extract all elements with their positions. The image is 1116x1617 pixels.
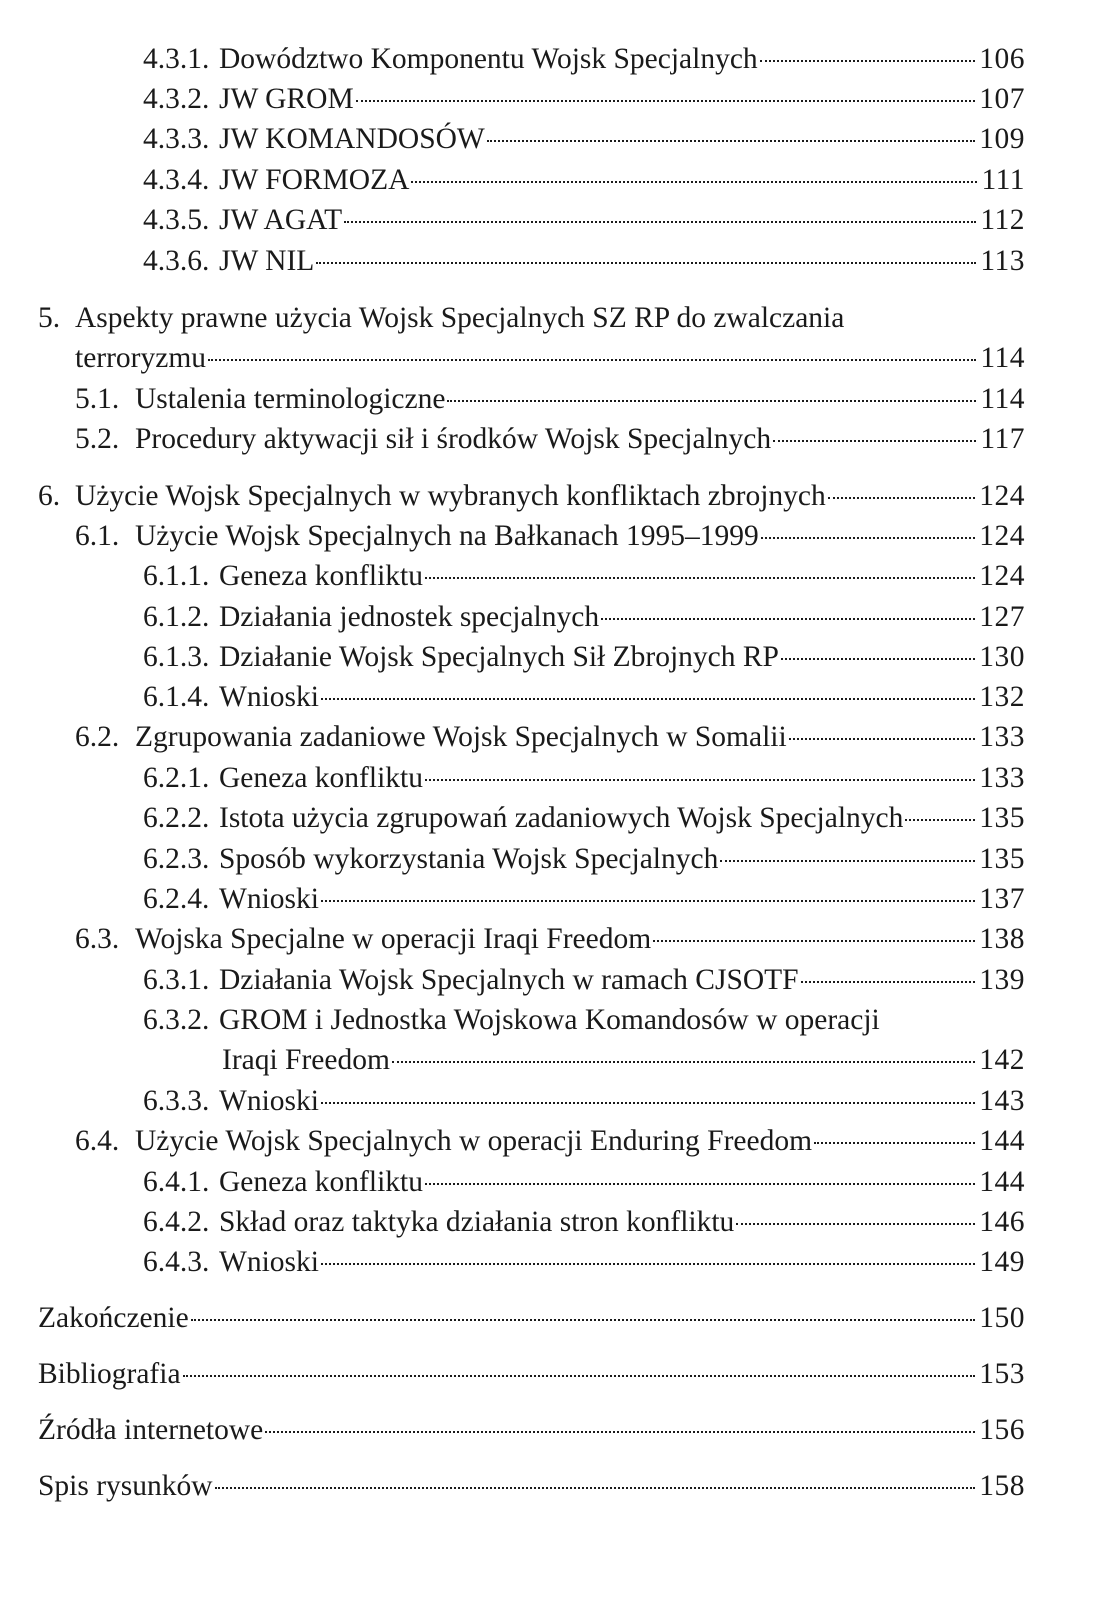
- toc-entry-page: 156: [979, 1414, 1025, 1446]
- toc-entry: [38, 1353, 1025, 1395]
- toc-entry: [143, 757, 1025, 799]
- toc-entry: [75, 515, 1025, 557]
- dot-leader: [814, 1142, 975, 1144]
- toc-entry-title: Aspekty prawne użycia Wojsk Specjalnych SZ RP do zwalczania: [75, 302, 845, 334]
- toc-entry-page: 139: [979, 964, 1025, 996]
- dot-leader: [773, 440, 976, 442]
- toc-entry-number: 6.2.: [75, 721, 120, 753]
- dot-leader: [411, 181, 977, 183]
- toc-entry: [143, 959, 1025, 1001]
- toc-entry-page: 114: [980, 342, 1025, 374]
- toc-entry: [75, 418, 1025, 460]
- toc-entry-title: JW KOMANDOSÓW: [219, 123, 485, 155]
- toc-entry: [143, 1241, 1025, 1283]
- toc-entry-page: 106: [979, 43, 1025, 75]
- toc-entry-title: Zakończenie: [38, 1302, 189, 1334]
- toc-entry-number: 5.2.: [75, 423, 120, 455]
- toc-entry-page: 135: [979, 802, 1025, 834]
- dot-leader: [425, 577, 975, 579]
- toc-entry-page: 107: [979, 83, 1025, 115]
- dot-leader: [265, 1431, 975, 1433]
- dot-leader: [344, 221, 976, 223]
- toc-entry: [143, 596, 1025, 638]
- toc-entry: [143, 159, 1025, 201]
- toc-entry-number: 4.3.1.: [143, 43, 210, 75]
- toc-entry-page: 133: [979, 762, 1025, 794]
- toc-entry-page: 142: [979, 1044, 1025, 1076]
- dot-leader: [425, 1183, 975, 1185]
- dot-leader: [321, 1263, 975, 1265]
- toc-entry: [143, 838, 1025, 880]
- toc-entry-number: 6.4.: [75, 1125, 120, 1157]
- toc-entry-page: 124: [979, 560, 1025, 592]
- toc-entry-title: Wnioski: [219, 883, 319, 915]
- toc-entry-title: Działania Wojsk Specjalnych w ramach CJSOTF: [219, 964, 799, 996]
- toc-entry-page: 112: [980, 204, 1025, 236]
- dot-leader: [392, 1061, 975, 1063]
- toc-entry-number: 6.1.: [75, 520, 120, 552]
- toc-entry: [143, 78, 1025, 120]
- toc-entry-continuation: [222, 1039, 1025, 1081]
- toc-entry-number: 6.4.2.: [143, 1206, 210, 1238]
- dot-leader: [720, 860, 975, 862]
- toc-entry-page: 117: [980, 423, 1025, 455]
- toc-entry-title: Użycie Wojsk Specjalnych na Bałkanach 1995–1999: [135, 520, 759, 552]
- toc-entry-title: Skład oraz taktyka działania stron konfliktu: [219, 1206, 735, 1238]
- toc-entry-number: 6.1.4.: [143, 681, 210, 713]
- toc-entry-page: 137: [979, 883, 1025, 915]
- dot-leader: [208, 359, 976, 361]
- toc-entry: [143, 555, 1025, 597]
- dot-leader: [789, 738, 976, 740]
- toc-entry-number: 5.1.: [75, 383, 120, 415]
- toc-entry: [38, 1409, 1025, 1451]
- toc-entry: [143, 199, 1025, 241]
- toc-entry: [143, 636, 1025, 678]
- dot-leader: [183, 1375, 976, 1377]
- toc-entry-title: Ustalenia terminologiczne: [135, 383, 446, 415]
- toc-entry-title: Geneza konfliktu: [219, 762, 423, 794]
- toc-entry-title: Dowództwo Komponentu Wojsk Specjalnych: [219, 43, 758, 75]
- toc-entry-number: 4.3.6.: [143, 245, 210, 277]
- dot-leader: [356, 100, 976, 102]
- dot-leader: [601, 618, 975, 620]
- toc-entry-page: 133: [979, 721, 1025, 753]
- toc-entry-title: Działanie Wojsk Specjalnych Sił Zbrojnych RP: [219, 641, 779, 673]
- toc-entry-page: 135: [979, 843, 1025, 875]
- toc-entry-title: Sposób wykorzystania Wojsk Specjalnych: [219, 843, 719, 875]
- toc-entry-title: Działania jednostek specjalnych: [219, 601, 600, 633]
- toc-entry-title: Bibliografia: [38, 1358, 181, 1390]
- toc-entry-page: 144: [979, 1166, 1025, 1198]
- toc-entry: [75, 716, 1025, 758]
- toc-entry: [143, 240, 1025, 282]
- dot-leader: [321, 900, 975, 902]
- toc-entry-number: 6.2.1.: [143, 762, 210, 794]
- toc-entry-title: Wnioski: [219, 1085, 319, 1117]
- toc-entry-page: 114: [980, 383, 1025, 415]
- toc-entry: [143, 878, 1025, 920]
- toc-entry-page: 146: [979, 1206, 1025, 1238]
- toc-entry-number: 4.3.3.: [143, 123, 210, 155]
- dot-leader: [321, 1102, 975, 1104]
- dot-leader: [761, 537, 975, 539]
- toc-entry-title: JW NIL: [219, 245, 315, 277]
- dot-leader: [425, 779, 975, 781]
- dot-leader: [447, 400, 976, 402]
- toc-entry-page: 138: [979, 923, 1025, 955]
- toc-entry: [143, 1080, 1025, 1122]
- toc-entry: [38, 475, 1025, 517]
- dot-leader: [905, 819, 975, 821]
- toc-entry-title-continuation: Iraqi Freedom: [222, 1044, 390, 1076]
- toc-entry-page: 127: [979, 601, 1025, 633]
- toc-entry-title: JW FORMOZA: [219, 164, 410, 196]
- toc-entry: [143, 1161, 1025, 1203]
- toc-entry-title: Zgrupowania zadaniowe Wojsk Specjalnych w Somalii: [135, 721, 787, 753]
- toc-entry: [75, 918, 1025, 960]
- toc-entry: [143, 676, 1025, 718]
- toc-entry-title: Wnioski: [219, 1246, 319, 1278]
- toc-entry: [143, 118, 1025, 160]
- toc-entry: [38, 1297, 1025, 1339]
- dot-leader: [781, 658, 975, 660]
- dot-leader: [487, 140, 975, 142]
- toc-entry-number: 6.2.4.: [143, 883, 210, 915]
- toc-entry-page: 113: [980, 245, 1025, 277]
- toc-entry-continuation: [75, 337, 1025, 379]
- toc-entry-page: 149: [979, 1246, 1025, 1278]
- toc-entry-number: 5.: [38, 302, 61, 334]
- toc-entry-number: 6.2.3.: [143, 843, 210, 875]
- dot-leader: [801, 981, 976, 983]
- dot-leader: [828, 497, 975, 499]
- toc-entry-number: 6.1.2.: [143, 601, 210, 633]
- toc-entry: [143, 999, 1025, 1041]
- toc-entry-page: 132: [979, 681, 1025, 713]
- toc-entry-number: 6.2.2.: [143, 802, 210, 834]
- toc-entry-number: 4.3.4.: [143, 164, 210, 196]
- toc-entry-page: 111: [981, 164, 1025, 196]
- toc-entry-page: 130: [979, 641, 1025, 673]
- toc-entry-page: 144: [979, 1125, 1025, 1157]
- toc-entry: [143, 1201, 1025, 1243]
- toc-entry-title: Wnioski: [219, 681, 319, 713]
- toc-entry: [143, 38, 1025, 80]
- dot-leader: [215, 1487, 976, 1489]
- toc-entry-title: Użycie Wojsk Specjalnych w wybranych konfliktach zbrojnych: [75, 480, 826, 512]
- toc-entry-number: 6.4.3.: [143, 1246, 210, 1278]
- toc-entry-number: 6.4.1.: [143, 1166, 210, 1198]
- toc-entry-page: 153: [979, 1358, 1025, 1390]
- toc-entry-title: Użycie Wojsk Specjalnych w operacji Enduring Freedom: [135, 1125, 813, 1157]
- toc-entry-number: 6.3.: [75, 923, 120, 955]
- toc-entry-title: JW GROM: [219, 83, 354, 115]
- toc-entry-title: Geneza konfliktu: [219, 560, 423, 592]
- dot-leader: [321, 698, 975, 700]
- toc-entry-page: 109: [979, 123, 1025, 155]
- toc-entry-page: 124: [979, 520, 1025, 552]
- toc-entry-number: 6.3.1.: [143, 964, 210, 996]
- toc-entry-title: Spis rysunków: [38, 1470, 213, 1502]
- toc-entry-title-continuation: terroryzmu: [75, 342, 207, 374]
- toc-entry-number: 4.3.2.: [143, 83, 210, 115]
- toc-entry-title: Geneza konfliktu: [219, 1166, 423, 1198]
- dot-leader: [191, 1319, 976, 1321]
- toc-entry: [38, 297, 1025, 339]
- toc-entry-number: 6.1.3.: [143, 641, 210, 673]
- toc-entry-title: JW AGAT: [219, 204, 343, 236]
- dot-leader: [736, 1223, 975, 1225]
- dot-leader: [316, 262, 976, 264]
- dot-leader: [653, 940, 975, 942]
- toc-entry-page: 143: [979, 1085, 1025, 1117]
- toc-entry-number: 4.3.5.: [143, 204, 210, 236]
- toc-entry-page: 124: [979, 480, 1025, 512]
- toc-entry-title: Istota użycia zgrupowań zadaniowych Wojsk Specjalnych: [219, 802, 904, 834]
- toc-entry-title: Procedury aktywacji sił i środków Wojsk Specjalnych: [135, 423, 772, 455]
- toc-entry: [143, 797, 1025, 839]
- toc-entry-title: Źródła internetowe: [38, 1414, 264, 1446]
- toc-entry: [38, 1465, 1025, 1507]
- toc-entry: [75, 1120, 1025, 1162]
- toc-entry-page: 158: [979, 1470, 1025, 1502]
- toc-entry-number: 6.: [38, 480, 61, 512]
- toc-entry-number: 6.1.1.: [143, 560, 210, 592]
- toc-entry-title: Wojska Specjalne w operacji Iraqi Freedom: [135, 923, 652, 955]
- toc-entry-page: 150: [979, 1302, 1025, 1334]
- toc-entry-number: 6.3.2.: [143, 1004, 210, 1036]
- toc-entry: [75, 378, 1025, 420]
- toc-entry-title: GROM i Jednostka Wojskowa Komandosów w operacji: [219, 1004, 880, 1036]
- dot-leader: [760, 60, 976, 62]
- toc-entry-number: 6.3.3.: [143, 1085, 210, 1117]
